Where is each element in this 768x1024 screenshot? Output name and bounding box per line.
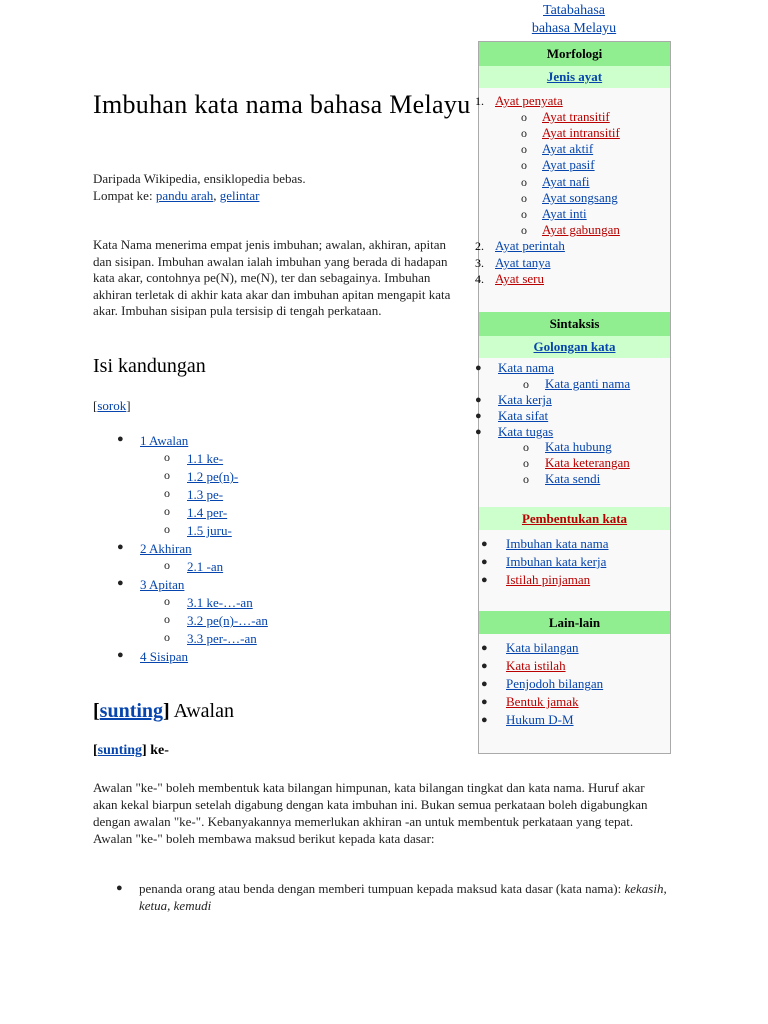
toc-title: Isi kandungan — [93, 355, 206, 377]
disc-bullet-icon: ● — [481, 574, 488, 586]
infobox-header-line2[interactable]: bahasa Melayu — [531, 21, 617, 36]
disc-bullet-icon: ● — [481, 696, 488, 708]
disc-bullet-icon: ● — [475, 410, 482, 422]
disc-bullet-icon: ● — [117, 433, 124, 445]
ayat-nafi-link[interactable]: Ayat nafi — [542, 174, 590, 189]
circle-bullet-icon: o — [521, 175, 527, 189]
ayat-perintah-link[interactable]: Ayat perintah — [495, 238, 565, 253]
circle-bullet-icon: o — [523, 377, 529, 391]
circle-bullet-icon: o — [523, 472, 529, 486]
infobox-header[interactable] — [478, 2, 670, 38]
infobox-sintaksis-heading: Sintaksis — [479, 312, 670, 336]
circle-bullet-icon: o — [521, 207, 527, 221]
ayat-num-4: 4. — [475, 272, 484, 286]
circle-bullet-icon: o — [523, 440, 529, 454]
ayat-intransitif-link[interactable]: Ayat intransitif — [542, 125, 620, 140]
bentuk-jamak-link[interactable]: Bentuk jamak — [506, 694, 579, 709]
toc-item-1-3-pe[interactable]: 1.3 pe- — [187, 487, 224, 502]
circle-bullet-icon: o — [164, 522, 170, 536]
kata-hubung-link[interactable]: Kata hubung — [545, 439, 612, 454]
bullet-text: penanda orang atau benda dengan memberi tumpuan kepada maksud kata dasar (kata nama): — [139, 881, 625, 896]
disc-bullet-icon: ● — [475, 394, 482, 406]
kata-keterangan-link[interactable]: Kata keterangan — [545, 455, 630, 470]
infobox-header-line1[interactable]: Tatabahasa — [543, 3, 605, 18]
circle-bullet-icon: o — [164, 612, 170, 626]
kata-sendi-link[interactable]: Kata sendi — [545, 471, 601, 486]
kata-ganti-nama-link[interactable]: Kata ganti nama — [545, 376, 631, 391]
edit-subsection-link[interactable]: sunting — [97, 743, 143, 758]
toc-item-3-2-pen-an[interactable]: 3.2 pe(n)-…-an — [187, 613, 268, 628]
toc-hide-toggle — [93, 398, 131, 414]
kata-istilah-link[interactable]: Kata istilah — [506, 658, 566, 673]
edit-bracket: [ — [93, 700, 100, 722]
disc-bullet-icon: ● — [117, 577, 124, 589]
toc-bracket-close: ] — [126, 398, 131, 413]
source-line: Daripada Wikipedia, ensiklopedia bebas. — [93, 171, 306, 186]
ayat-songsang-link[interactable]: Ayat songsang — [542, 190, 618, 205]
disc-bullet-icon: ● — [481, 714, 488, 726]
page-title: Imbuhan kata nama bahasa Melayu — [93, 90, 471, 119]
kata-kerja-link[interactable]: Kata kerja — [498, 392, 552, 407]
toc-item-2-1-an[interactable]: 2.1 -an — [187, 559, 224, 574]
disc-bullet-icon: ● — [117, 541, 124, 553]
ayat-pasif-link[interactable]: Ayat pasif — [542, 157, 595, 172]
disc-bullet-icon: ● — [481, 660, 488, 672]
circle-bullet-icon: o — [521, 110, 527, 124]
toc-item-1-1-ke[interactable]: 1.1 ke- — [187, 451, 224, 466]
disc-bullet-icon: ● — [481, 556, 488, 568]
istilah-pinjaman-link[interactable]: Istilah pinjaman — [506, 572, 591, 587]
subsection-title: ke- — [150, 743, 169, 758]
ayat-num-3: 3. — [475, 256, 484, 270]
toc-item-2-akhiran[interactable]: 2 Akhiran — [140, 541, 192, 556]
bullet-examples: kekasih, ketua, kemudi — [139, 881, 667, 913]
ayat-penyata-link[interactable]: Ayat penyata — [495, 93, 563, 108]
kata-tugas-link[interactable]: Kata tugas — [498, 424, 554, 439]
infobox-lain-lain-heading: Lain-lain — [479, 611, 670, 634]
ayat-seru-link[interactable]: Ayat seru — [495, 271, 544, 286]
circle-bullet-icon: o — [164, 486, 170, 500]
toc-item-4-sisipan[interactable]: 4 Sisipan — [140, 649, 189, 664]
list-item — [139, 880, 679, 914]
circle-bullet-icon: o — [521, 126, 527, 140]
article-subheader — [93, 170, 468, 204]
ayat-gabungan-link[interactable]: Ayat gabungan — [542, 222, 620, 237]
circle-bullet-icon: o — [521, 142, 527, 156]
circle-bullet-icon: o — [521, 223, 527, 237]
circle-bullet-icon: o — [164, 594, 170, 608]
intro-paragraph: Kata Nama menerima empat jenis imbuhan; awalan, akhiran, apitan dan sisipan. Imbuhan awalan ialah imbuhan yang berada di hadapan kata akar, contohnya pe(N), me(N), ter dan sebagainya. Imbuhan akhiran terletak di akhir kata akar dan imbuhan apitan mengapit kata akar. Imbuhan sisipan pula tersisip di tengah perkataan. — [93, 237, 451, 319]
edit-bracket: ] — [163, 700, 170, 722]
jump-nav-link[interactable]: pandu arah — [155, 188, 214, 203]
infobox-morfologi-heading: Morfologi — [479, 42, 670, 66]
circle-bullet-icon: o — [523, 456, 529, 470]
toc-bracket-open: [ — [93, 398, 98, 413]
toc-item-3-3-per-an[interactable]: 3.3 per-…-an — [187, 631, 257, 646]
section-heading-awalan — [93, 700, 234, 723]
ayat-transitif-link[interactable]: Ayat transitif — [542, 109, 610, 124]
infobox — [475, 41, 671, 754]
disc-bullet-icon: ● — [117, 649, 124, 661]
circle-bullet-icon: o — [164, 630, 170, 644]
toc-item-1-awalan[interactable]: 1 Awalan — [140, 433, 189, 448]
circle-bullet-icon: o — [164, 468, 170, 482]
disc-bullet-icon: ● — [481, 678, 488, 690]
disc-bullet-icon: ● — [481, 538, 488, 550]
jump-search-link[interactable]: gelintar — [219, 188, 260, 203]
pembentukan-kata-link[interactable]: Pembentukan kata — [521, 511, 628, 526]
disc-bullet-icon: ● — [116, 882, 123, 894]
edit-bracket: [ — [93, 743, 98, 758]
disc-bullet-icon: ● — [475, 426, 482, 438]
toc-item-3-1-ke-an[interactable]: 3.1 ke-…-an — [187, 595, 253, 610]
golongan-kata-link[interactable]: Golongan kata — [533, 339, 616, 354]
ayat-inti-link[interactable]: Ayat inti — [542, 206, 587, 221]
infobox-jenis-ayat-heading[interactable] — [479, 66, 670, 88]
edit-section-link[interactable]: sunting — [99, 700, 164, 722]
section-title: Awalan — [173, 700, 234, 722]
penjodoh-bilangan-link[interactable]: Penjodoh bilangan — [506, 676, 604, 691]
infobox-golongan-kata-heading[interactable] — [479, 336, 670, 358]
circle-bullet-icon: o — [164, 504, 170, 518]
toc-item-3-apitan[interactable]: 3 Apitan — [140, 577, 185, 592]
kata-nama-link[interactable]: Kata nama — [498, 360, 554, 375]
disc-bullet-icon: ● — [481, 642, 488, 654]
jump-prefix: Lompat ke: — [93, 188, 156, 203]
circle-bullet-icon: o — [164, 450, 170, 464]
circle-bullet-icon: o — [164, 558, 170, 572]
ayat-aktif-link[interactable]: Ayat aktif — [542, 141, 594, 156]
toc-item-1-5-juru[interactable]: 1.5 juru- — [187, 523, 232, 538]
imbuhan-kata-nama-link[interactable]: Imbuhan kata nama — [506, 536, 609, 551]
circle-bullet-icon: o — [521, 191, 527, 205]
toc-hide-link[interactable]: sorok — [97, 398, 127, 413]
circle-bullet-icon: o — [521, 158, 527, 172]
toc-item-1-4-per[interactable]: 1.4 per- — [187, 505, 228, 520]
subsection-heading-ke — [93, 743, 169, 759]
kata-bilangan-link[interactable]: Kata bilangan — [506, 640, 579, 655]
jump-separator: , — [213, 188, 220, 203]
edit-bracket: ] — [142, 743, 147, 758]
jenis-ayat-link[interactable]: Jenis ayat — [546, 69, 603, 84]
infobox-pembentukan-kata-heading[interactable] — [479, 507, 670, 530]
imbuhan-kata-kerja-link[interactable]: Imbuhan kata kerja — [506, 554, 607, 569]
ayat-num-1: 1. — [475, 94, 484, 108]
disc-bullet-icon: ● — [475, 362, 482, 374]
toc-item-1-2-pen[interactable]: 1.2 pe(n)- — [187, 469, 239, 484]
hukum-d-m-link[interactable]: Hukum D-M — [506, 712, 574, 727]
ayat-tanya-link[interactable]: Ayat tanya — [495, 255, 551, 270]
kata-sifat-link[interactable]: Kata sifat — [498, 408, 549, 423]
ayat-num-2: 2. — [475, 239, 484, 253]
awalan-ke-paragraph: Awalan "ke-" boleh membentuk kata bilangan himpunan, kata bilangan tingkat dan kata nama. Huruf akar akan kekal biarpun setelah digabung dengan kata imbuhan ini. Bukan semua perkataan boleh digabungkan dengan awalan "ke-". Kebanyakannya memerlukan akhiran -an untuk membentuk perkataan yang tepat. Awalan "ke-" boleh membawa maksud berikut kepada kata dasar: — [93, 780, 648, 846]
